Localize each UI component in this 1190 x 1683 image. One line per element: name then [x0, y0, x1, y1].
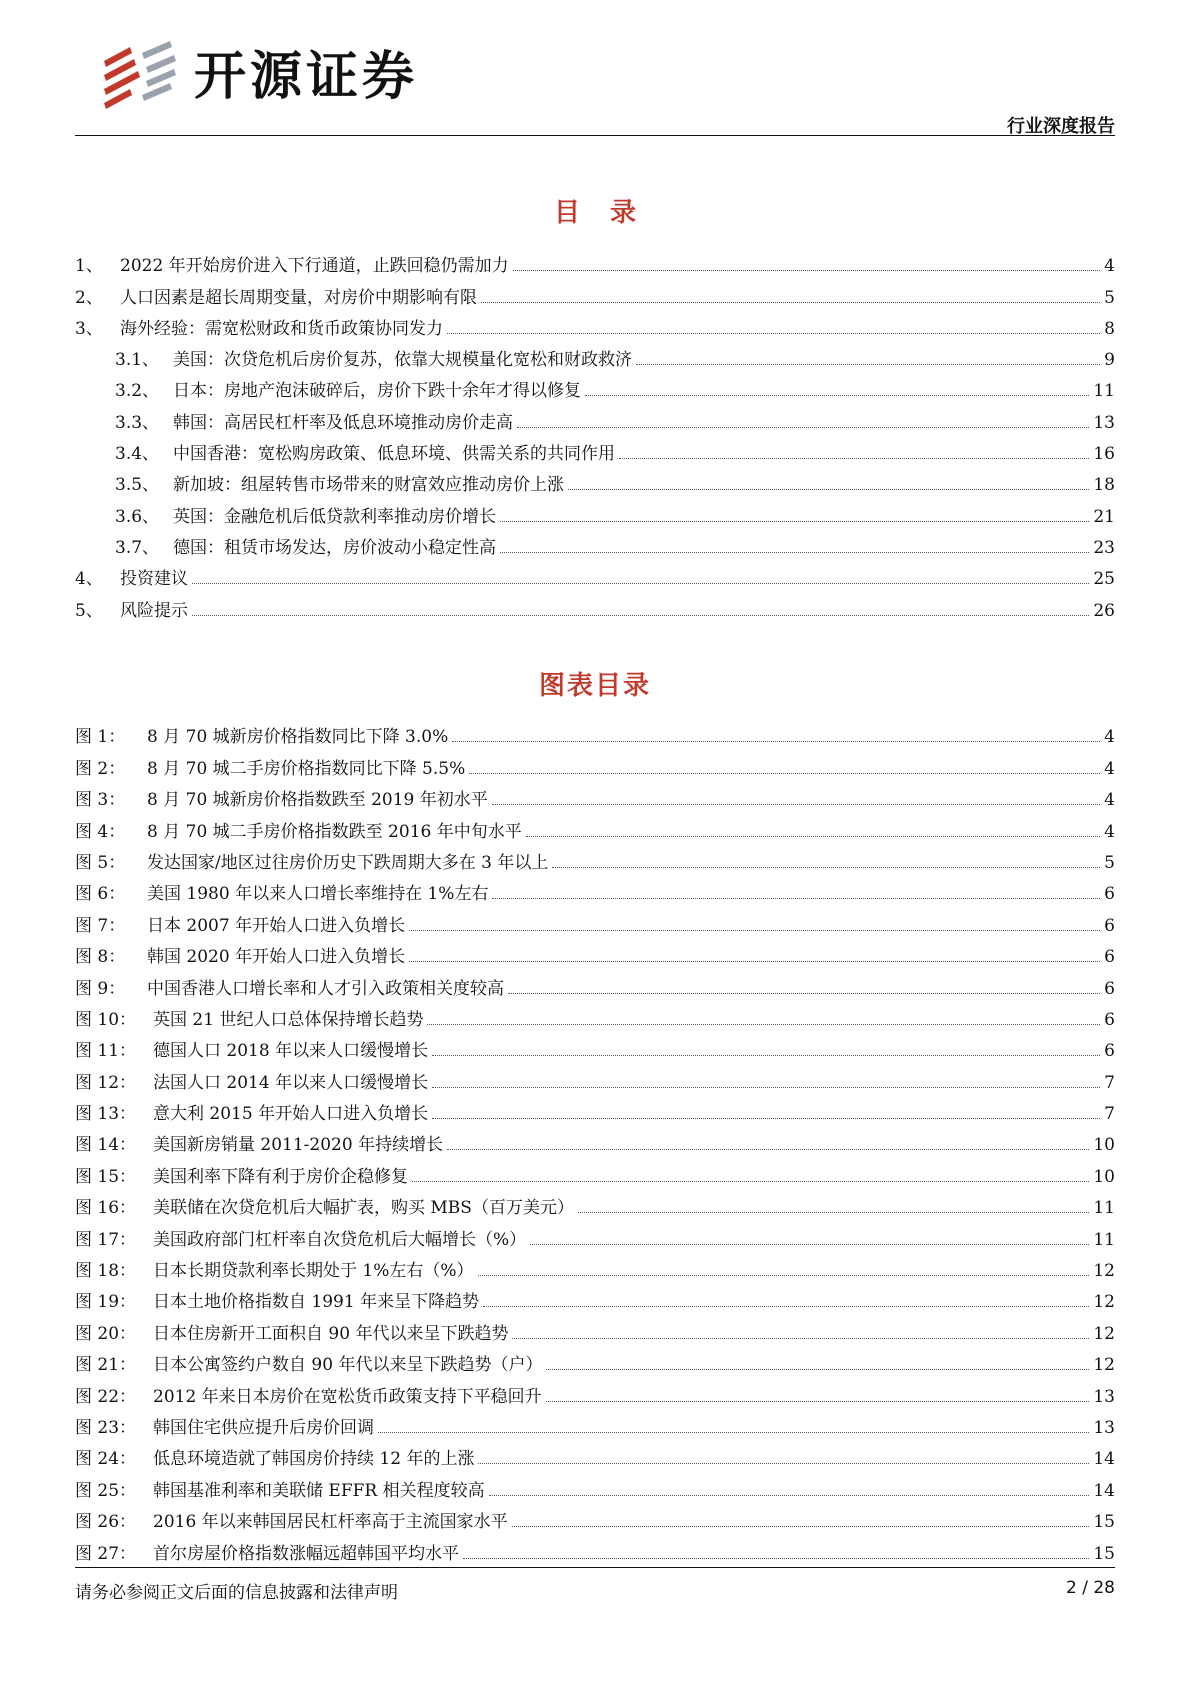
document-type-label: 行业深度报告	[1007, 116, 1115, 137]
entry-number: 图 24：	[75, 1449, 137, 1470]
entry-number: 图 11：	[75, 1041, 137, 1062]
entry-number: 图 1：	[75, 727, 126, 748]
dot-leader	[513, 270, 1101, 271]
dot-leader	[517, 427, 1089, 428]
entry-page-number: 26	[1093, 600, 1115, 621]
entry-label[interactable]: 德国：租赁市场发达，房价波动小稳定性高	[173, 537, 496, 558]
entry-label[interactable]: 日本公寓签约户数自 90 年代以来呈下跌趋势（户）	[153, 1355, 543, 1376]
toc-entry[interactable]	[75, 369, 1115, 400]
entry-page-number: 7	[1104, 1104, 1115, 1125]
dot-leader	[412, 1181, 1089, 1182]
entry-label[interactable]: 新加坡：组屋转售市场带来的财富效应推动房价上涨	[173, 475, 564, 496]
toc-entry[interactable]	[75, 463, 1115, 494]
toc-entry[interactable]	[75, 494, 1115, 525]
entry-number: 3、	[75, 318, 103, 339]
entry-page-number: 4	[1104, 256, 1115, 277]
dot-leader	[552, 867, 1100, 868]
toc-title: 目录	[553, 198, 666, 228]
toc-entry[interactable]	[75, 526, 1115, 557]
figure-entry[interactable]	[75, 1154, 1115, 1185]
entry-label[interactable]: 韩国住宅供应提升后房价回调	[153, 1417, 374, 1438]
dot-leader	[427, 1024, 1100, 1025]
dot-leader	[481, 302, 1100, 303]
toc-entry[interactable]	[75, 400, 1115, 431]
entry-page-number: 21	[1093, 506, 1115, 527]
entry-label[interactable]: 发达国家/地区过往房价历史下跌周期大多在 3 年以上	[147, 852, 549, 873]
entry-label[interactable]: 韩国 2020 年开始人口进入负增长	[147, 947, 406, 968]
entry-label[interactable]: 英国 21 世纪人口总体保持增长趋势	[153, 1009, 424, 1030]
page-footer	[75, 1567, 1115, 1603]
figure-entry[interactable]	[75, 872, 1115, 903]
dot-leader	[469, 773, 1100, 774]
entry-label[interactable]: 人口因素是超长周期变量，对房价中期影响有限	[120, 287, 477, 308]
dot-leader	[192, 583, 1089, 584]
entry-number: 图 8：	[75, 947, 126, 968]
entry-number: 3.1、	[115, 350, 160, 371]
dot-leader	[463, 1558, 1089, 1559]
entry-number: 3.7、	[115, 537, 160, 558]
entry-label[interactable]: 日本住房新开工面积自 90 年代以来呈下跌趋势	[153, 1323, 509, 1344]
entry-label[interactable]: 日本 2007 年开始人口进入负增长	[147, 915, 406, 936]
entry-label[interactable]: 美国 1980 年以来人口增长率维持在 1%左右	[147, 884, 489, 905]
entry-label[interactable]: 英国：金融危机后低贷款利率推动房价增长	[173, 506, 496, 527]
entry-number: 图 17：	[75, 1229, 137, 1250]
dot-leader	[546, 1369, 1089, 1370]
entry-number: 1、	[75, 256, 103, 277]
entry-number: 图 2：	[75, 758, 126, 779]
entry-page-number: 10	[1093, 1166, 1115, 1187]
brand-name: 开源证券	[194, 47, 419, 107]
dot-leader	[452, 741, 1100, 742]
entry-number: 图 16：	[75, 1198, 137, 1219]
figure-entry[interactable]	[75, 1311, 1115, 1342]
entry-number: 3.6、	[115, 506, 160, 527]
entry-number: 图 12：	[75, 1072, 137, 1093]
entry-page-number: 15	[1093, 1512, 1115, 1533]
dot-leader	[530, 1244, 1089, 1245]
toc-list	[75, 244, 1115, 620]
footer-divider	[75, 1567, 1115, 1568]
figure-list	[75, 715, 1115, 1563]
logo-mark-icon	[100, 39, 178, 115]
brand-logo	[100, 38, 418, 116]
figure-entry[interactable]	[75, 715, 1115, 746]
dot-leader	[447, 1149, 1089, 1150]
entry-page-number: 5	[1104, 852, 1115, 873]
entry-number: 图 20：	[75, 1323, 137, 1344]
entry-label[interactable]: 2016 年以来韩国居民杠杆率高于主流国家水平	[153, 1512, 508, 1533]
entry-number: 图 3：	[75, 790, 126, 811]
figure-entry[interactable]	[75, 1217, 1115, 1248]
figure-entry[interactable]	[75, 1092, 1115, 1123]
entry-label[interactable]: 8 月 70 城新房价格指数跌至 2019 年初水平	[147, 790, 488, 811]
entry-page-number: 6	[1104, 947, 1115, 968]
dot-leader	[483, 1306, 1089, 1307]
entry-label[interactable]: 法国人口 2014 年以来人口缓慢增长	[153, 1072, 429, 1093]
entry-number: 图 25：	[75, 1480, 137, 1501]
entry-page-number: 4	[1104, 821, 1115, 842]
entry-number: 图 21：	[75, 1355, 137, 1376]
disclaimer-text: 请务必参阅正文后面的信息披露和法律声明	[75, 1583, 398, 1603]
entry-page-number: 4	[1104, 727, 1115, 748]
dot-leader	[492, 898, 1100, 899]
entry-label[interactable]: 中国香港：宽松购房政策、低息环境、供需关系的共同作用	[173, 444, 615, 465]
entry-page-number: 6	[1104, 915, 1115, 936]
figure-entry[interactable]	[75, 1531, 1115, 1562]
toc-entry[interactable]	[75, 338, 1115, 369]
dot-leader	[578, 1212, 1089, 1213]
entry-page-number: 25	[1093, 569, 1115, 590]
entry-number: 图 23：	[75, 1417, 137, 1438]
dot-leader	[526, 836, 1100, 837]
entry-page-number: 13	[1093, 412, 1115, 433]
figure-entry[interactable]	[75, 966, 1115, 997]
entry-number: 图 27：	[75, 1543, 137, 1564]
entry-label[interactable]: 韩国：高居民杠杆率及低息环境推动房价走高	[173, 412, 513, 433]
dot-leader	[568, 489, 1089, 490]
entry-label[interactable]: 日本：房地产泡沫破碎后，房价下跌十余年才得以修复	[173, 381, 581, 402]
entry-page-number: 16	[1093, 444, 1115, 465]
entry-number: 3.3、	[115, 412, 160, 433]
entry-label[interactable]: 2022 年开始房价进入下行通道，止跌回稳仍需加力	[120, 256, 509, 277]
entry-page-number: 11	[1093, 1198, 1115, 1219]
figure-entry[interactable]	[75, 809, 1115, 840]
entry-page-number: 6	[1104, 884, 1115, 905]
dot-leader	[432, 1087, 1100, 1088]
entry-label[interactable]: 投资建议	[120, 569, 188, 590]
entry-label[interactable]: 美国：次贷危机后房价复苏，依靠大规模量化宽松和财政救济	[173, 350, 632, 371]
entry-number: 图 19：	[75, 1292, 137, 1313]
entry-page-number: 6	[1104, 978, 1115, 999]
entry-page-number: 12	[1093, 1323, 1115, 1344]
entry-number: 4、	[75, 569, 103, 590]
dot-leader	[508, 993, 1100, 994]
dot-leader	[619, 458, 1089, 459]
entry-page-number: 12	[1093, 1292, 1115, 1313]
entry-number: 图 18：	[75, 1261, 137, 1282]
entry-label[interactable]: 美国新房销量 2011-2020 年持续增长	[153, 1135, 444, 1156]
entry-label[interactable]: 美国利率下降有利于房价企稳修复	[153, 1166, 408, 1187]
entry-label[interactable]: 美国政府部门杠杆率自次贷危机后大幅增长（%）	[153, 1229, 527, 1250]
entry-page-number: 18	[1093, 475, 1115, 496]
entry-label[interactable]: 8 月 70 城二手房价格指数跌至 2016 年中旬水平	[147, 821, 522, 842]
dot-leader	[500, 521, 1089, 522]
figure-entry[interactable]	[75, 1249, 1115, 1280]
entry-label[interactable]: 8 月 70 城二手房价格指数同比下降 5.5%	[147, 758, 466, 779]
figure-list-title: 图表目录	[538, 671, 651, 701]
dot-leader	[409, 930, 1100, 931]
entry-number: 2、	[75, 287, 103, 308]
dot-leader	[378, 1432, 1089, 1433]
entry-page-number: 11	[1093, 1229, 1115, 1250]
entry-number: 图 14：	[75, 1135, 137, 1156]
entry-page-number: 10	[1093, 1135, 1115, 1156]
figure-entry[interactable]	[75, 935, 1115, 966]
dot-leader	[500, 552, 1089, 553]
entry-page-number: 14	[1093, 1480, 1115, 1501]
entry-label[interactable]: 韩国基准利率和美联储 EFFR 相关程度较高	[153, 1480, 485, 1501]
entry-page-number: 11	[1093, 381, 1115, 402]
entry-label[interactable]: 海外经验：需宽松财政和货币政策协同发力	[120, 318, 443, 339]
entry-page-number: 9	[1104, 350, 1115, 371]
dot-leader	[512, 1338, 1089, 1339]
entry-number: 3.5、	[115, 475, 160, 496]
toc-entry[interactable]	[75, 275, 1115, 306]
entry-label[interactable]: 风险提示	[120, 600, 188, 621]
entry-label[interactable]: 日本长期贷款利率长期处于 1%左右（%）	[153, 1261, 474, 1282]
dot-leader	[636, 364, 1100, 365]
entry-label[interactable]: 8 月 70 城新房价格指数同比下降 3.0%	[147, 727, 449, 748]
entry-page-number: 6	[1104, 1009, 1115, 1030]
figure-entry[interactable]	[75, 903, 1115, 934]
entry-page-number: 6	[1104, 1041, 1115, 1062]
entry-page-number: 8	[1104, 318, 1115, 339]
entry-label[interactable]: 美联储在次贷危机后大幅扩表，购买 MBS（百万美元）	[153, 1198, 574, 1219]
dot-leader	[192, 615, 1089, 616]
figure-entry[interactable]	[75, 1280, 1115, 1311]
entry-number: 图 26：	[75, 1512, 137, 1533]
page-header	[75, 28, 1115, 136]
figure-entry[interactable]	[75, 1374, 1115, 1405]
entry-number: 3.4、	[115, 444, 160, 465]
figure-entry[interactable]	[75, 1468, 1115, 1499]
entry-label[interactable]: 中国香港人口增长率和人才引入政策相关度较高	[147, 978, 504, 999]
entry-page-number: 15	[1093, 1543, 1115, 1564]
entry-page-number: 7	[1104, 1072, 1115, 1093]
entry-label[interactable]: 日本土地价格指数自 1991 年来呈下降趋势	[153, 1292, 480, 1313]
figure-entry[interactable]	[75, 1500, 1115, 1531]
entry-page-number: 12	[1093, 1261, 1115, 1282]
figure-entry[interactable]	[75, 998, 1115, 1029]
header-divider	[75, 135, 1115, 136]
toc-entry[interactable]	[75, 588, 1115, 619]
entry-page-number: 13	[1093, 1417, 1115, 1438]
dot-leader	[492, 804, 1100, 805]
entry-label[interactable]: 首尔房屋价格指数涨幅远超韩国平均水平	[153, 1543, 459, 1564]
entry-page-number: 5	[1104, 287, 1115, 308]
dot-leader	[489, 1495, 1090, 1496]
entry-number: 3.2、	[115, 381, 160, 402]
entry-number: 图 4：	[75, 821, 126, 842]
dot-leader	[432, 1118, 1100, 1119]
figure-entry[interactable]	[75, 1343, 1115, 1374]
figure-entry[interactable]	[75, 1029, 1115, 1060]
dot-leader	[478, 1463, 1089, 1464]
toc-entry[interactable]	[75, 244, 1115, 275]
figure-entry[interactable]	[75, 1060, 1115, 1091]
figure-entry[interactable]	[75, 841, 1115, 872]
entry-number: 图 6：	[75, 884, 126, 905]
page-number: 2 / 28	[1066, 1578, 1115, 1598]
entry-number: 图 9：	[75, 978, 126, 999]
entry-number: 图 7：	[75, 915, 126, 936]
entry-page-number: 23	[1093, 537, 1115, 558]
entry-label[interactable]: 低息环境造就了韩国房价持续 12 年的上涨	[153, 1449, 475, 1470]
entry-page-number: 12	[1093, 1355, 1115, 1376]
dot-leader	[409, 961, 1100, 962]
entry-page-number: 4	[1104, 790, 1115, 811]
toc-entry[interactable]	[75, 557, 1115, 588]
dot-leader	[432, 1055, 1100, 1056]
entry-page-number: 14	[1093, 1449, 1115, 1470]
entry-page-number: 13	[1093, 1386, 1115, 1407]
entry-number: 图 13：	[75, 1104, 137, 1125]
dot-leader	[546, 1401, 1090, 1402]
dot-leader	[478, 1275, 1090, 1276]
entry-number: 5、	[75, 600, 103, 621]
figure-entry[interactable]	[75, 1406, 1115, 1437]
figure-entry[interactable]	[75, 746, 1115, 777]
toc-entry[interactable]	[75, 432, 1115, 463]
entry-number: 图 10：	[75, 1009, 137, 1030]
figure-entry[interactable]	[75, 1437, 1115, 1468]
figure-entry[interactable]	[75, 1186, 1115, 1217]
entry-page-number: 4	[1104, 758, 1115, 779]
figure-entry[interactable]	[75, 778, 1115, 809]
entry-number: 图 5：	[75, 852, 126, 873]
entry-label[interactable]: 意大利 2015 年开始人口进入负增长	[153, 1104, 429, 1125]
toc-entry[interactable]	[75, 307, 1115, 338]
dot-leader	[447, 333, 1100, 334]
entry-number: 图 22：	[75, 1386, 137, 1407]
entry-label[interactable]: 2012 年来日本房价在宽松货币政策支持下平稳回升	[153, 1386, 542, 1407]
figure-entry[interactable]	[75, 1123, 1115, 1154]
entry-label[interactable]: 德国人口 2018 年以来人口缓慢增长	[153, 1041, 429, 1062]
entry-number: 图 15：	[75, 1166, 137, 1187]
dot-leader	[585, 395, 1089, 396]
dot-leader	[512, 1526, 1090, 1527]
